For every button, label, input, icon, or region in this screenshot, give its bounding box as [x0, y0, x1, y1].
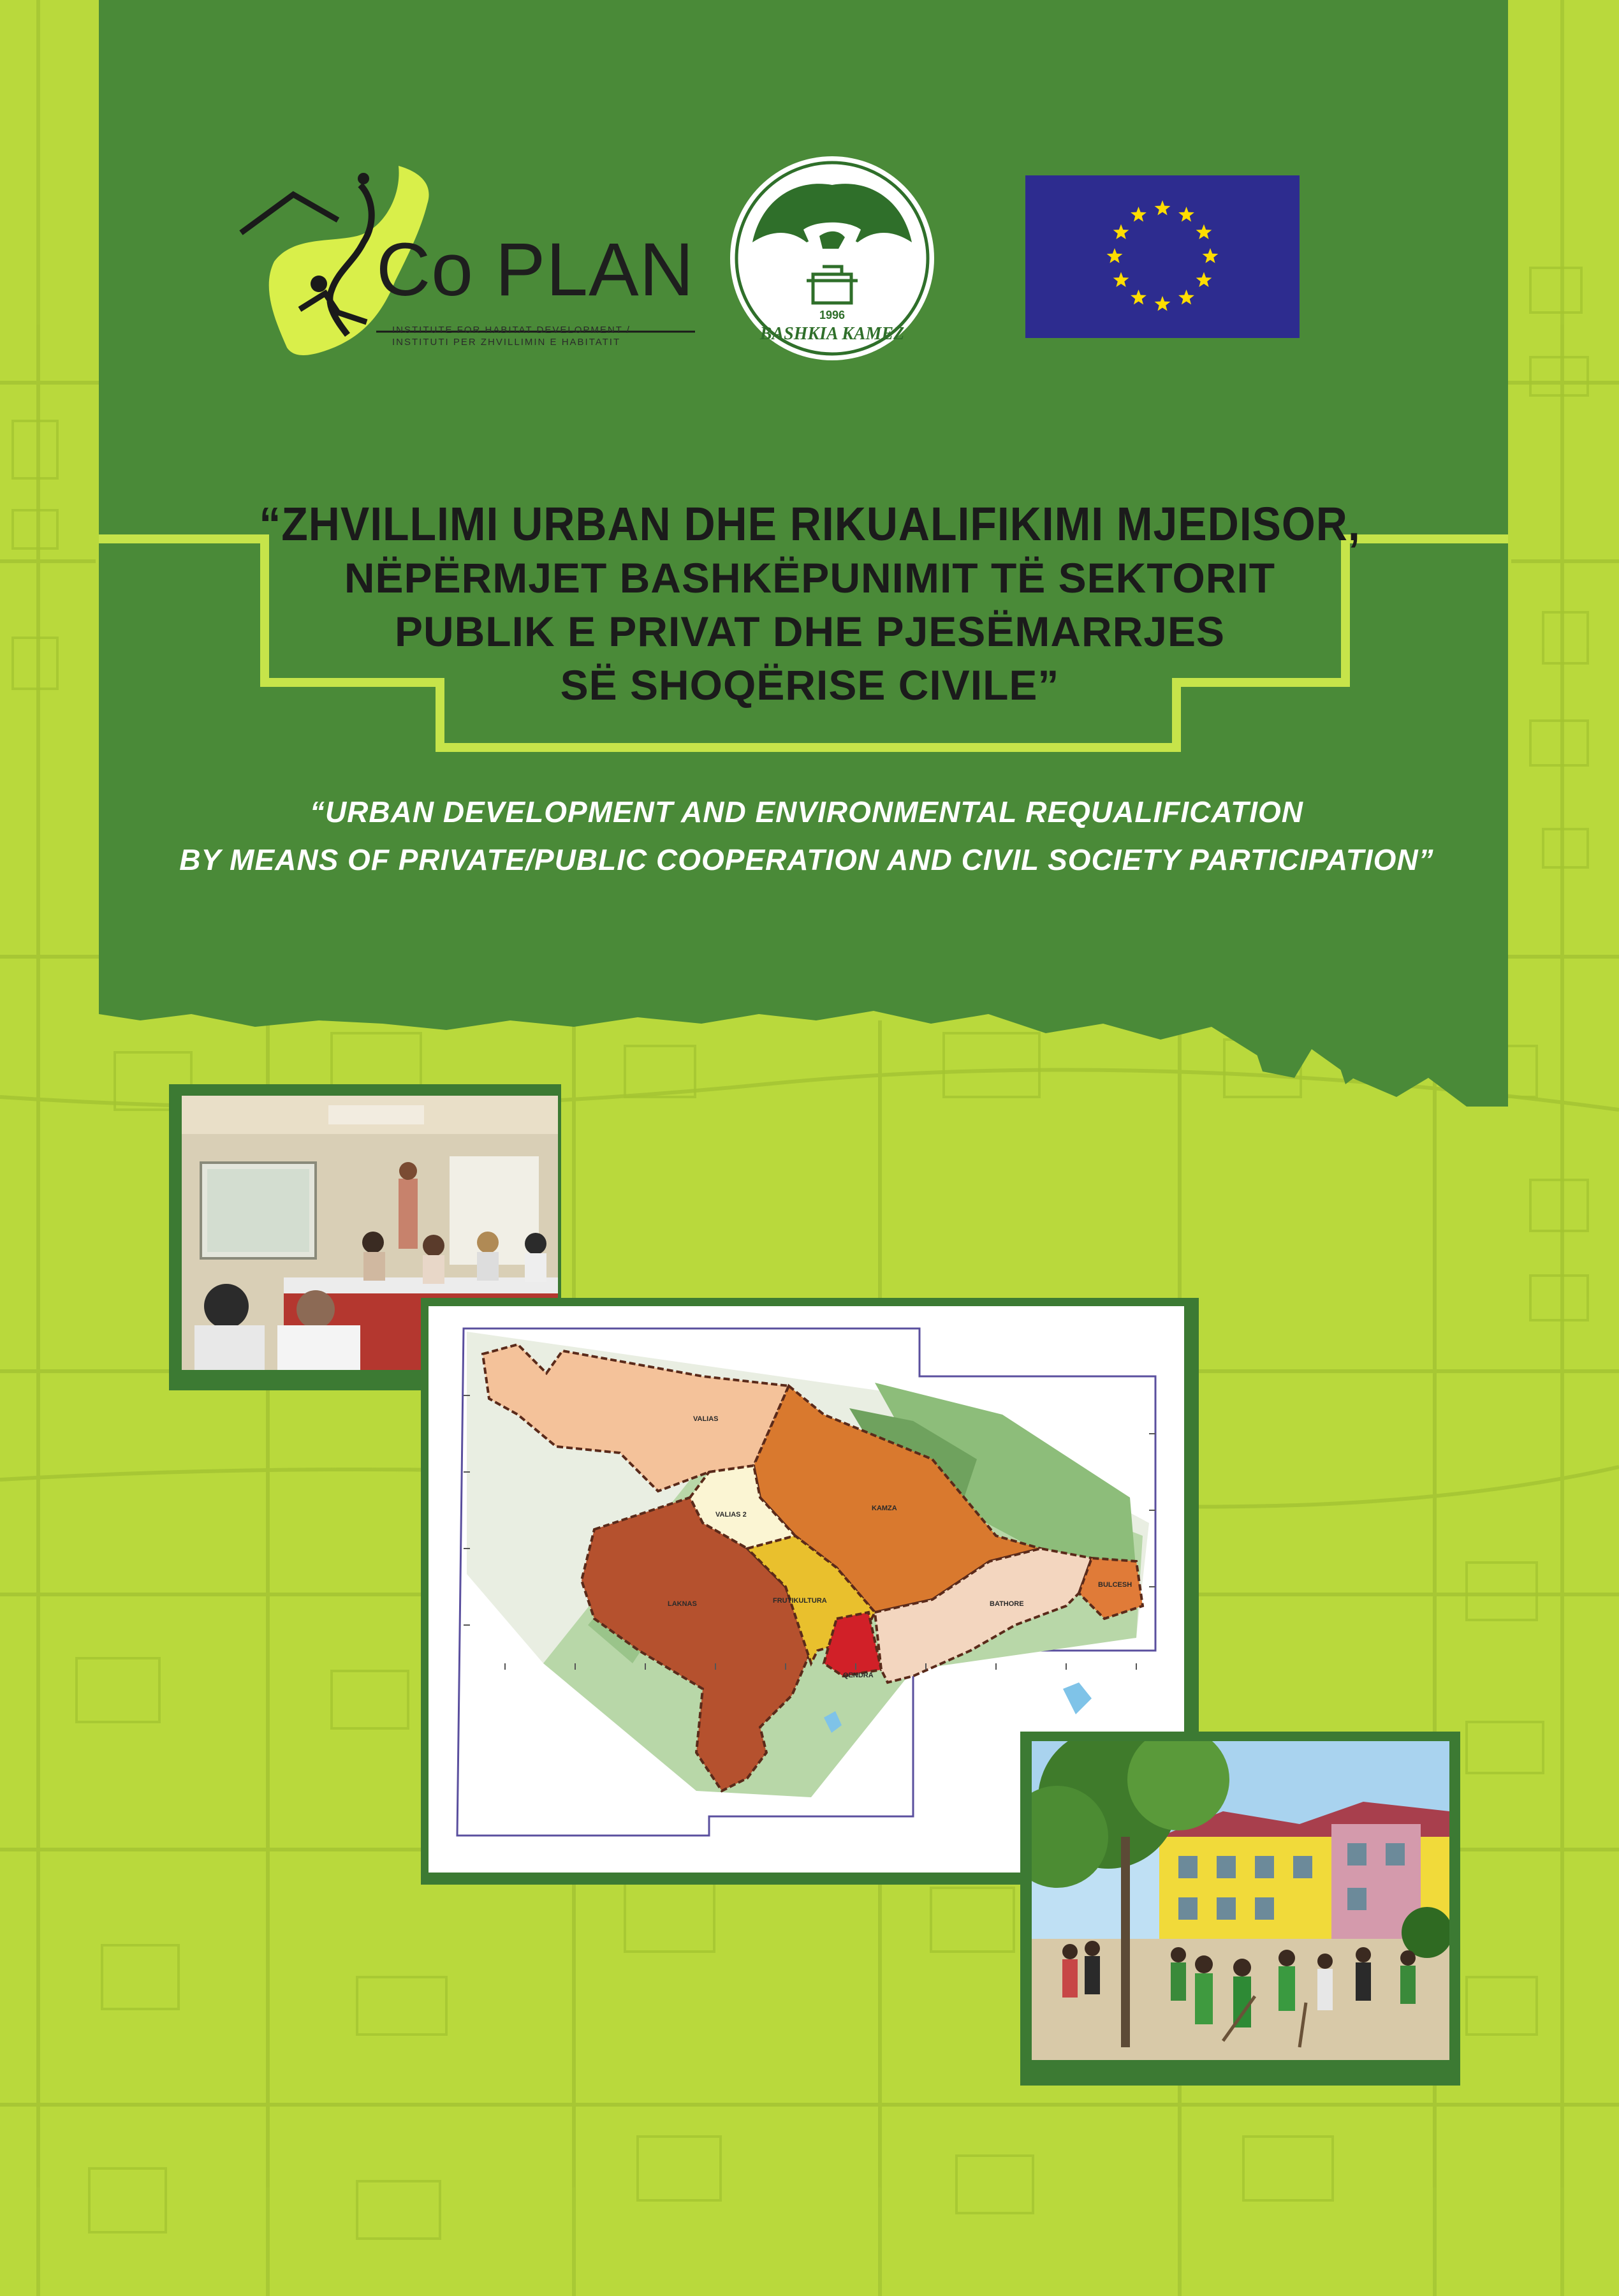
- title-albanian-line3: PUBLIK E PRIVAT DHE PJESËMARRJES: [394, 608, 1226, 655]
- planting-photo: [1032, 1741, 1449, 2060]
- zone-label-valias2: VALIAS 2: [715, 1511, 747, 1519]
- coplan-name: Co PLAN: [376, 228, 694, 312]
- zone-label-bathore: BATHORE: [990, 1600, 1024, 1608]
- title-albanian: [191, 497, 1428, 712]
- title-albanian-line1: “ZHVILLIMI URBAN DHE RIKUALIFIKIMI MJEDISOR,: [259, 497, 1361, 550]
- title-english-line1: “URBAN DEVELOPMENT AND ENVIRONMENTAL REQUALIFICATION: [309, 795, 1304, 828]
- seal-ring-text: BASHKIA KAMEZ: [759, 324, 905, 344]
- title-albanian-line4: SË SHOQËRISE CIVILE”: [560, 661, 1060, 709]
- eu-flag: [1025, 175, 1300, 338]
- seal-year: 1996: [819, 309, 846, 321]
- municipality-seal: [727, 153, 937, 364]
- zone-label-frutikultura: FRUTIKULTURA: [773, 1597, 827, 1605]
- title-albanian-line2: NËPËRMJET BASHKËPUNIMIT TË SEKTORIT: [344, 554, 1276, 601]
- zone-label-bulcesh: BULCESH: [1098, 1581, 1132, 1589]
- zone-label-qendra: QENDRA: [843, 1672, 874, 1679]
- title-english-line2: BY MEANS OF PRIVATE/PUBLIC COOPERATION AND CIVIL SOCIETY PARTICIPATION”: [179, 843, 1434, 876]
- title-english: [128, 788, 1486, 884]
- planting-scene-image: [1032, 1741, 1449, 2060]
- zone-label-kamza: KAMZA: [872, 1505, 897, 1512]
- zone-label-laknas: LAKNAS: [668, 1600, 697, 1608]
- zone-label-valias: VALIAS: [693, 1415, 719, 1423]
- coplan-tagline: INSTITUTE FOR HABITAT DEVELOPMENT / INSTITUTI PER ZHVILLIMIN E HABITATIT: [392, 325, 631, 348]
